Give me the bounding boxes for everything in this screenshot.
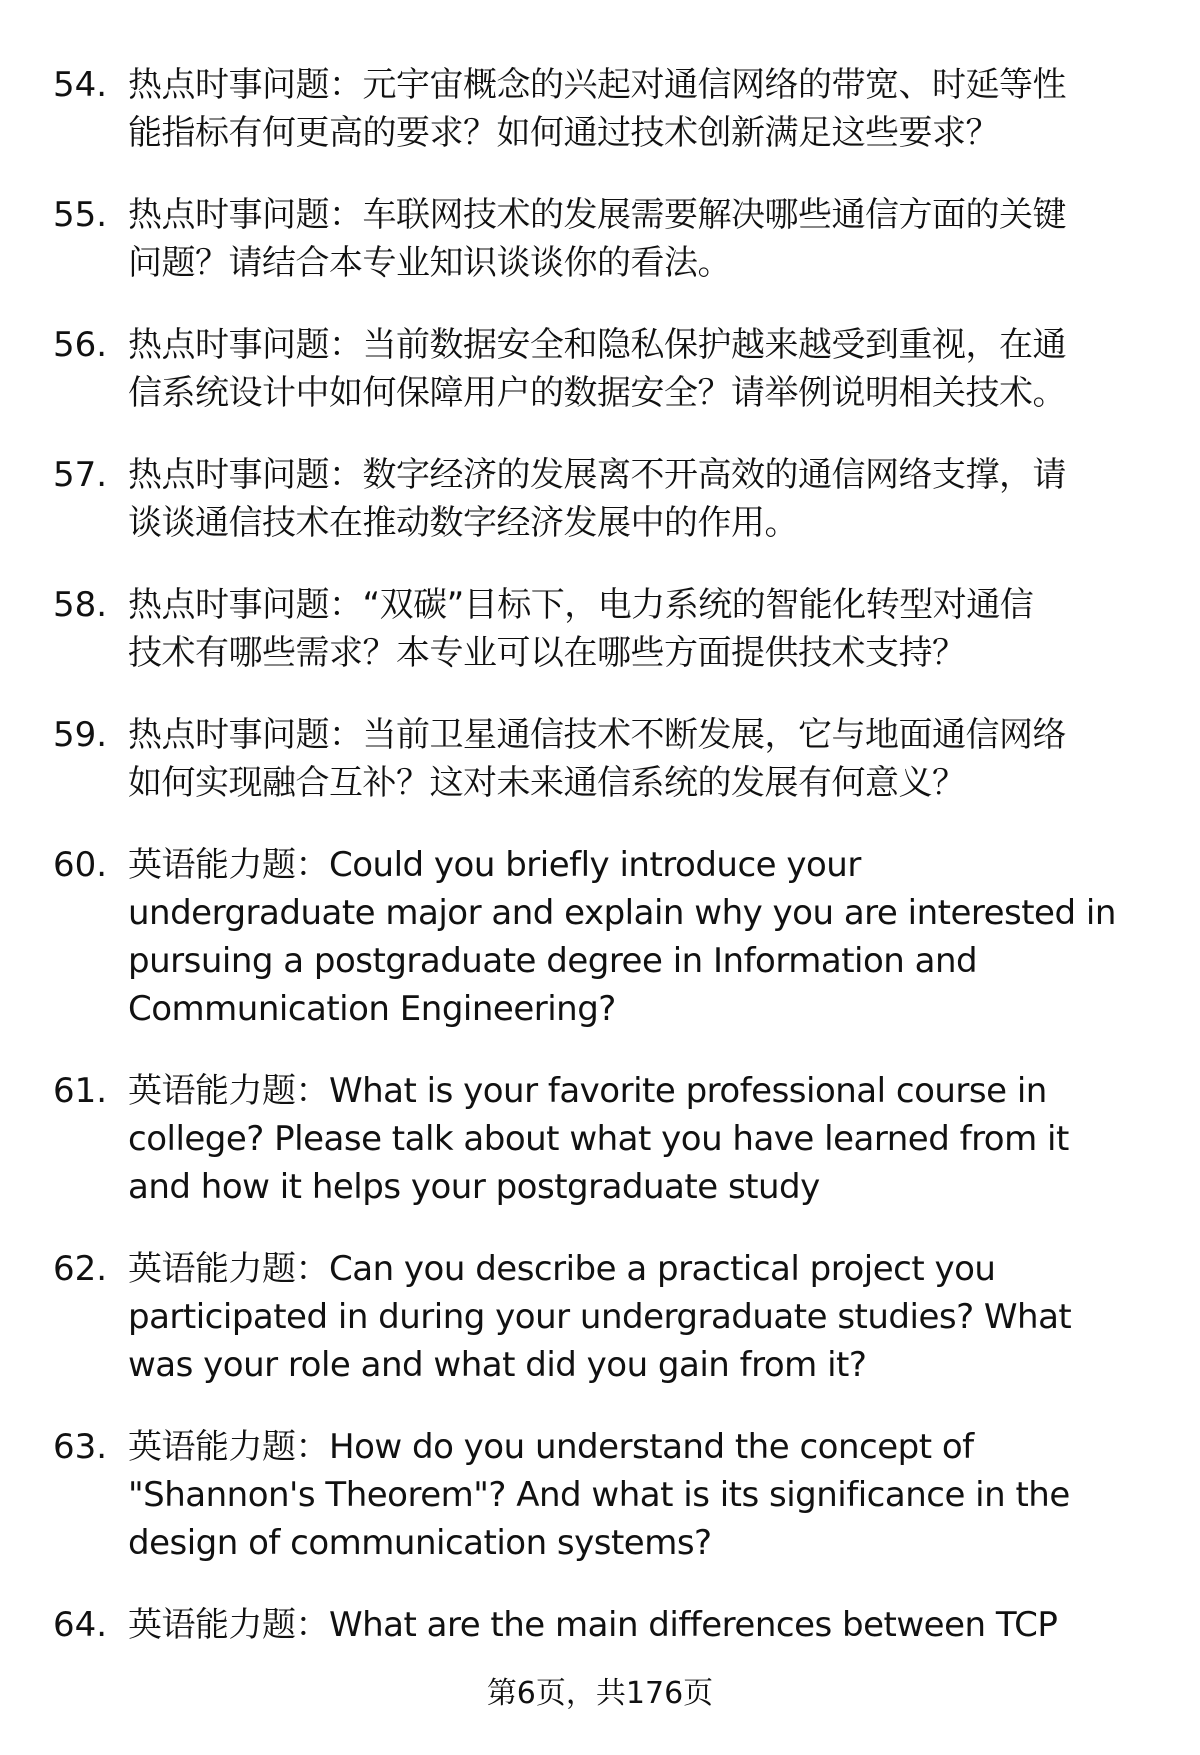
- question-number: 56.: [53, 325, 108, 365]
- question-line: undergraduate major and explain why you are interested in: [128, 893, 1116, 933]
- question-line: 问题？请结合本专业知识谈谈你的看法。: [128, 243, 731, 283]
- question-line: "Shannon's Theorem"? And what is its significance in the: [128, 1475, 1070, 1515]
- question-text: [128, 1245, 1178, 1389]
- question-line: pursuing a postgraduate degree in Information and: [128, 941, 978, 981]
- question-line: college? Please talk about what you have learned from it: [128, 1119, 1069, 1159]
- question-line: 能指标有何更高的要求？如何通过技术创新满足这些要求？: [128, 113, 999, 153]
- question-item: [0, 841, 1200, 1033]
- question-line: 英语能力题：What are the main differences between TCP: [128, 1605, 1058, 1645]
- question-line: 英语能力题：What is your favorite professional course in: [128, 1071, 1047, 1111]
- question-list: [0, 61, 1200, 1683]
- question-line: 热点时事问题：“双碳”目标下，电力系统的智能化转型对通信: [128, 585, 1034, 625]
- question-line: 英语能力题：How do you understand the concept of: [128, 1427, 974, 1467]
- question-text: [128, 451, 1178, 547]
- question-number: 54.: [53, 65, 108, 105]
- question-number: 63.: [53, 1427, 108, 1467]
- question-number: 61.: [53, 1071, 108, 1111]
- question-item: [0, 1245, 1200, 1389]
- question-item: [0, 581, 1200, 677]
- question-item: [0, 191, 1200, 287]
- question-text: [128, 581, 1178, 677]
- question-number: 60.: [53, 845, 108, 885]
- question-text: [128, 841, 1178, 1033]
- question-text: [128, 321, 1178, 417]
- question-line: 英语能力题：Could you briefly introduce your: [128, 845, 861, 885]
- question-number: 64.: [53, 1605, 108, 1645]
- question-item: [0, 61, 1200, 157]
- question-item: [0, 1423, 1200, 1567]
- question-line: and how it helps your postgraduate study: [128, 1167, 820, 1207]
- page-footer: 第6页，共176页: [486, 1676, 714, 1711]
- question-text: [128, 191, 1178, 287]
- question-item: [0, 711, 1200, 807]
- question-line: 英语能力题：Can you describe a practical project you: [128, 1249, 996, 1289]
- question-line: 热点时事问题：当前卫星通信技术不断发展，它与地面通信网络: [128, 715, 1066, 755]
- question-line: design of communication systems?: [128, 1523, 712, 1563]
- question-item: [0, 451, 1200, 547]
- question-number: 59.: [53, 715, 108, 755]
- question-line: 热点时事问题：当前数据安全和隐私保护越来越受到重视，在通: [128, 325, 1066, 365]
- question-line: 技术有哪些需求？本专业可以在哪些方面提供技术支持？: [128, 633, 966, 673]
- question-text: [128, 1601, 1178, 1649]
- question-line: 谈谈通信技术在推动数字经济发展中的作用。: [128, 503, 798, 543]
- question-item: [0, 321, 1200, 417]
- question-line: Communication Engineering?: [128, 989, 616, 1029]
- question-number: 58.: [53, 585, 108, 625]
- question-line: participated in during your undergraduate studies? What: [128, 1297, 1072, 1337]
- question-number: 62.: [53, 1249, 108, 1289]
- question-number: 55.: [53, 195, 108, 235]
- question-item: [0, 1067, 1200, 1211]
- question-line: 如何实现融合互补？这对未来通信系统的发展有何意义？: [128, 763, 966, 803]
- question-line: 热点时事问题：车联网技术的发展需要解决哪些通信方面的关键: [128, 195, 1066, 235]
- question-line: 热点时事问题：数字经济的发展离不开高效的通信网络支撑，请: [128, 455, 1066, 495]
- question-text: [128, 711, 1178, 807]
- question-number: 57.: [53, 455, 108, 495]
- question-line: was your role and what did you gain from it?: [128, 1345, 867, 1385]
- question-line: 信系统设计中如何保障用户的数据安全？请举例说明相关技术。: [128, 373, 1066, 413]
- question-line: 热点时事问题：元宇宙概念的兴起对通信网络的带宽、时延等性: [128, 65, 1066, 105]
- question-text: [128, 1067, 1178, 1211]
- question-text: [128, 61, 1178, 157]
- question-text: [128, 1423, 1178, 1567]
- question-item: [0, 1601, 1200, 1649]
